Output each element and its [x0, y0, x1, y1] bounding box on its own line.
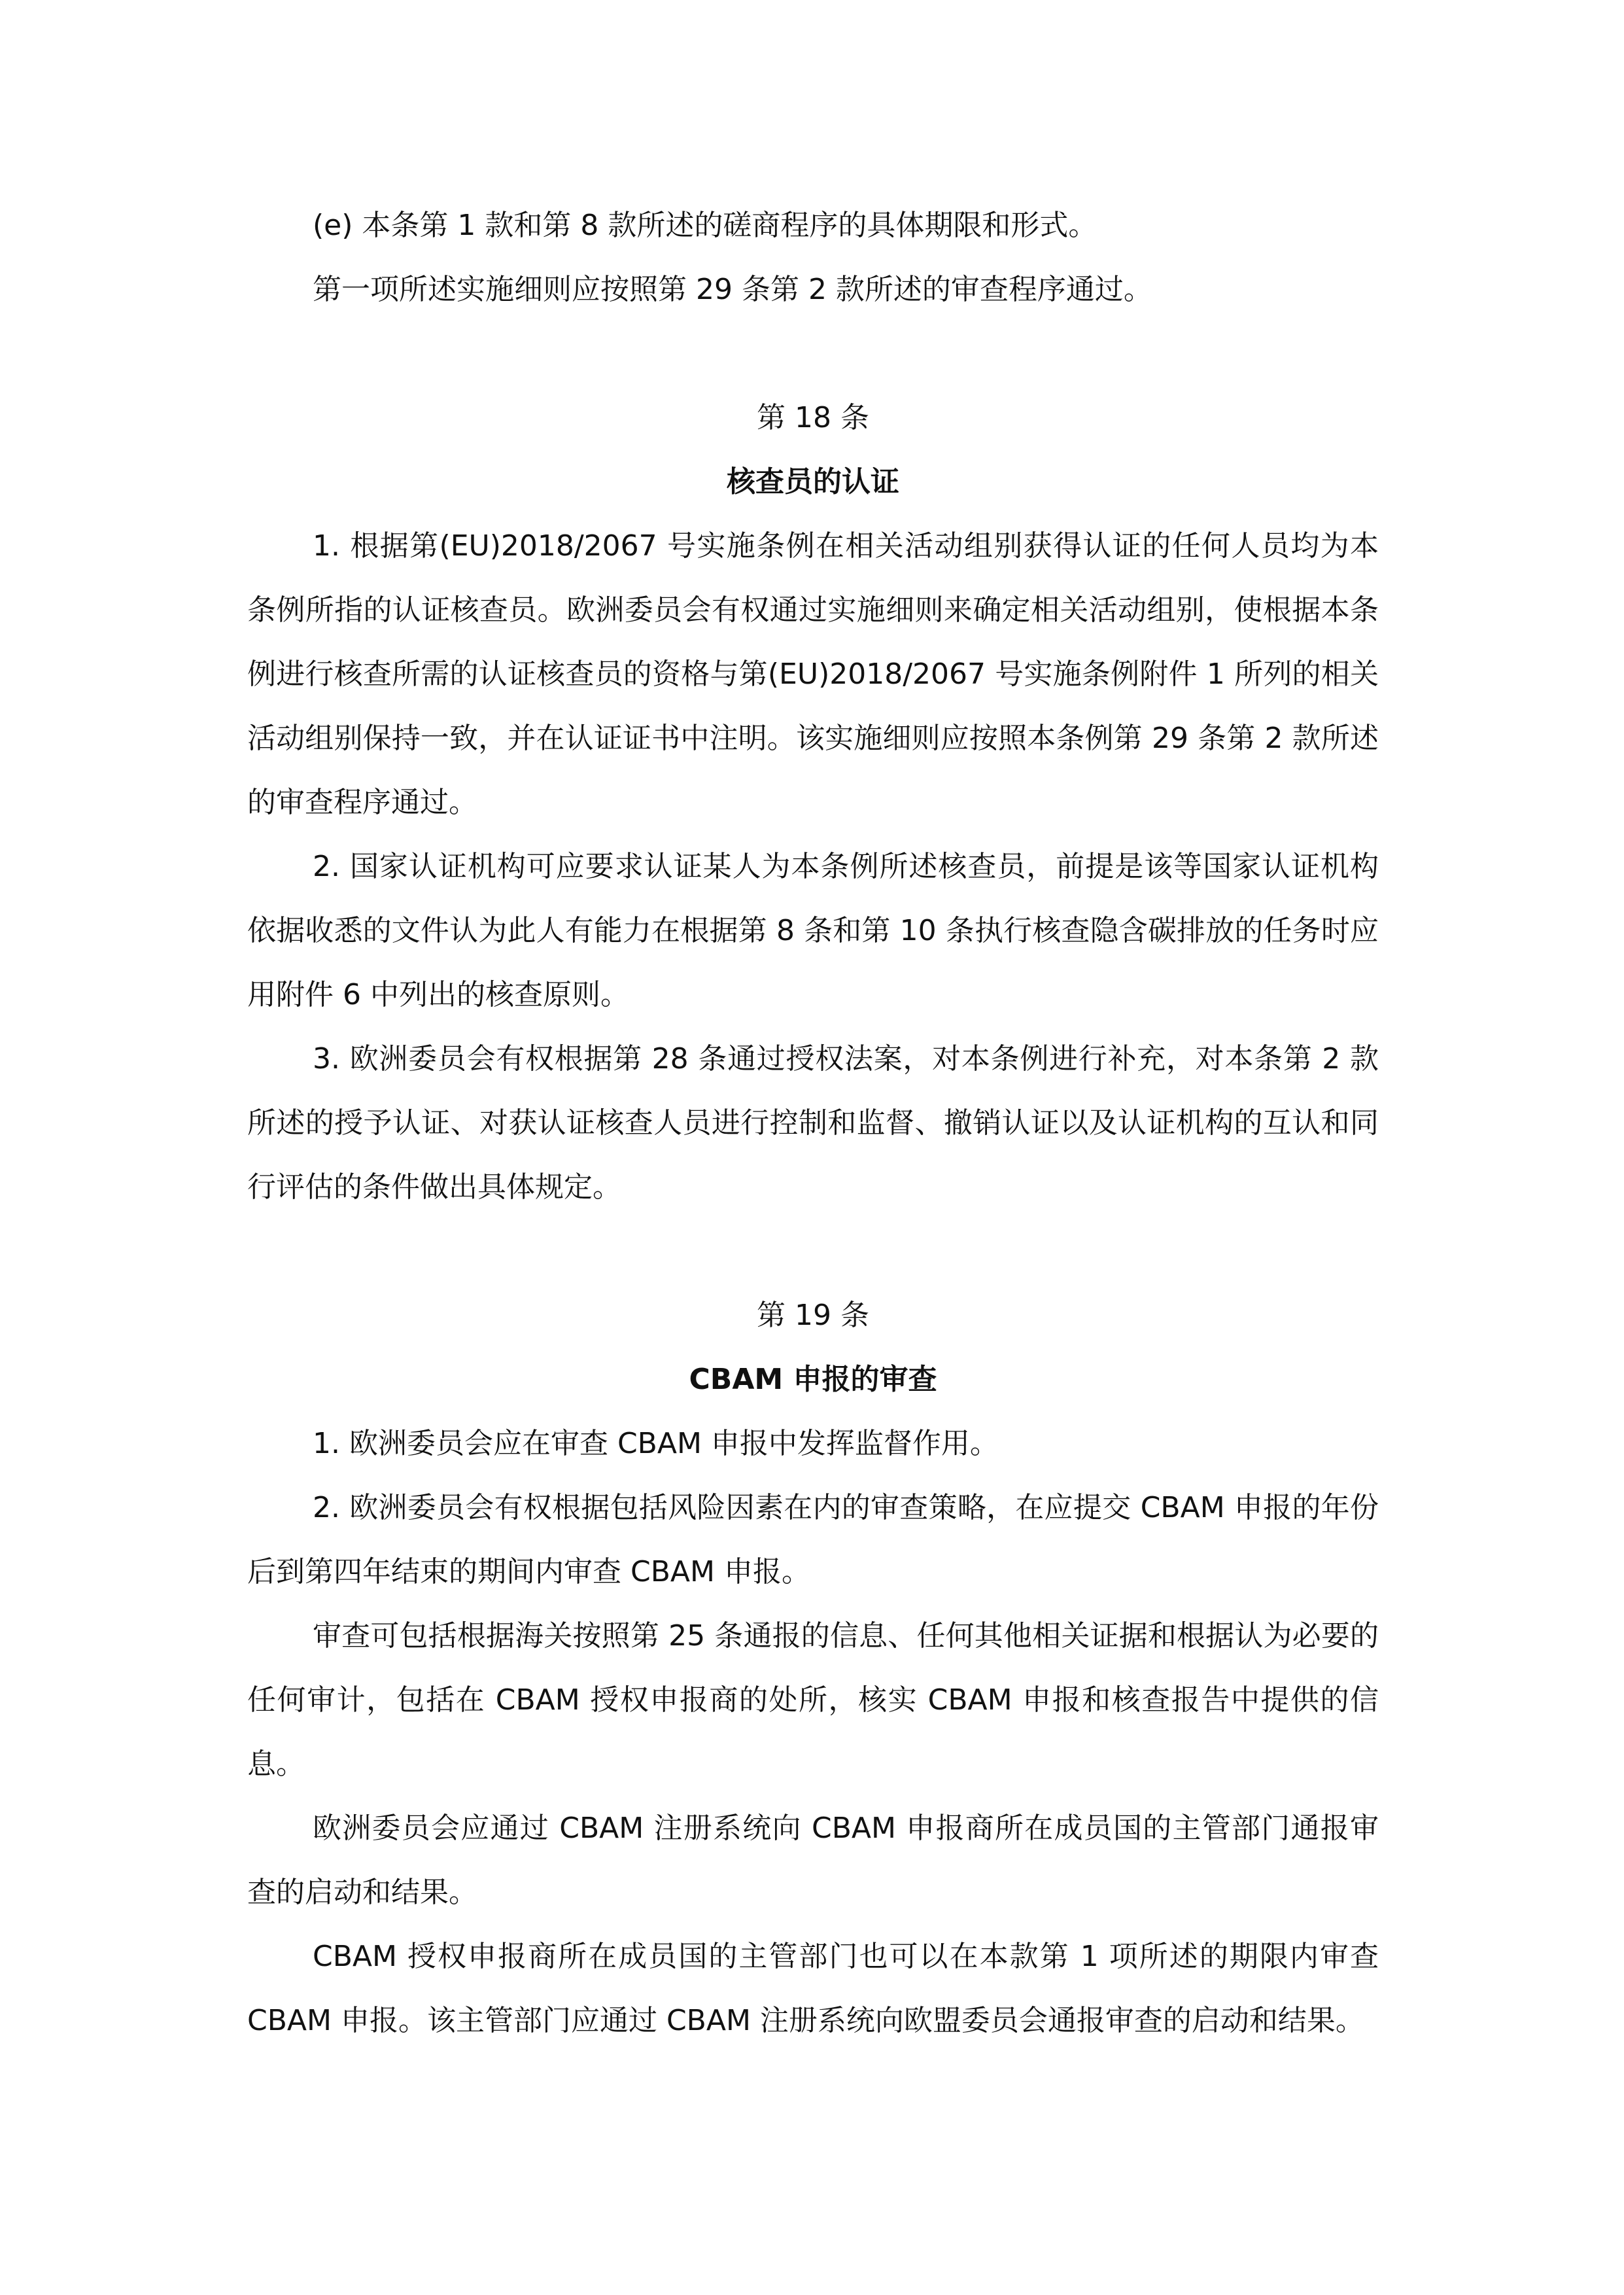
intro-paragraph-1: (e) 本条第 1 款和第 8 款所述的磋商程序的具体期限和形式。	[313, 209, 1097, 242]
article-18-paragraph-1: 1. 根据第(EU)2018/2067 号实施条例在相关活动组别获得认证的任何人员均为本条例所指的认证核查员。欧洲委员会有权通过实施细则来确定相关活动组别，使根据本条例进行核查所需的认证核查员的资格与第(EU)2018/2067 号实施条例附件 1 所列的相关活动组别保持一致，并在认证证书中注明。该实施细则应按照本条例第 29 条第 2 款所述的审查程序通过。	[247, 529, 1379, 819]
article-19-paragraph-3: 审查可包括根据海关按照第 25 条通报的信息、任何其他相关证据和根据认为必要的任何审计，包括在 CBAM 授权申报商的处所，核实 CBAM 申报和核查报告中提供的信息。	[247, 1619, 1379, 1781]
document-body	[247, 194, 1379, 2053]
article-19-paragraph-4: 欧洲委员会应通过 CBAM 注册系统向 CBAM 申报商所在成员国的主管部门通报审查的启动和结果。	[247, 1812, 1379, 1909]
article-18-title: 核查员的认证	[727, 465, 899, 499]
article-19-paragraph-2: 2. 欧洲委员会有权根据包括风险因素在内的审查策略，在应提交 CBAM 申报的年份后到第四年结束的期间内审查 CBAM 申报。	[247, 1491, 1379, 1588]
article-19-paragraph-1: 1. 欧洲委员会应在审查 CBAM 申报中发挥监督作用。	[313, 1427, 999, 1460]
article-19-title: CBAM 申报的审查	[689, 1363, 937, 1396]
intro-paragraph-2: 第一项所述实施细则应按照第 29 条第 2 款所述的审查程序通过。	[313, 273, 1152, 306]
article-19-number: 第 19 条	[757, 1299, 869, 1332]
article-18-number: 第 18 条	[757, 401, 869, 434]
article-18-paragraph-3: 3. 欧洲委员会有权根据第 28 条通过授权法案，对本条例进行补充，对本条第 2 款所述的授予认证、对获认证核查人员进行控制和监督、撤销认证以及认证机构的互认和同行评估的条件做出具体规定。	[247, 1042, 1379, 1204]
article-19-paragraph-5: CBAM 授权申报商所在成员国的主管部门也可以在本款第 1 项所述的期限内审查 CBAM 申报。该主管部门应通过 CBAM 注册系统向欧盟委员会通报审查的启动和结果。	[247, 1940, 1379, 2037]
article-18-paragraph-2: 2. 国家认证机构可应要求认证某人为本条例所述核查员，前提是该等国家认证机构依据收悉的文件认为此人有能力在根据第 8 条和第 10 条执行核查隐含碳排放的任务时应用附件 6 中列出的核查原则。	[247, 850, 1379, 1011]
